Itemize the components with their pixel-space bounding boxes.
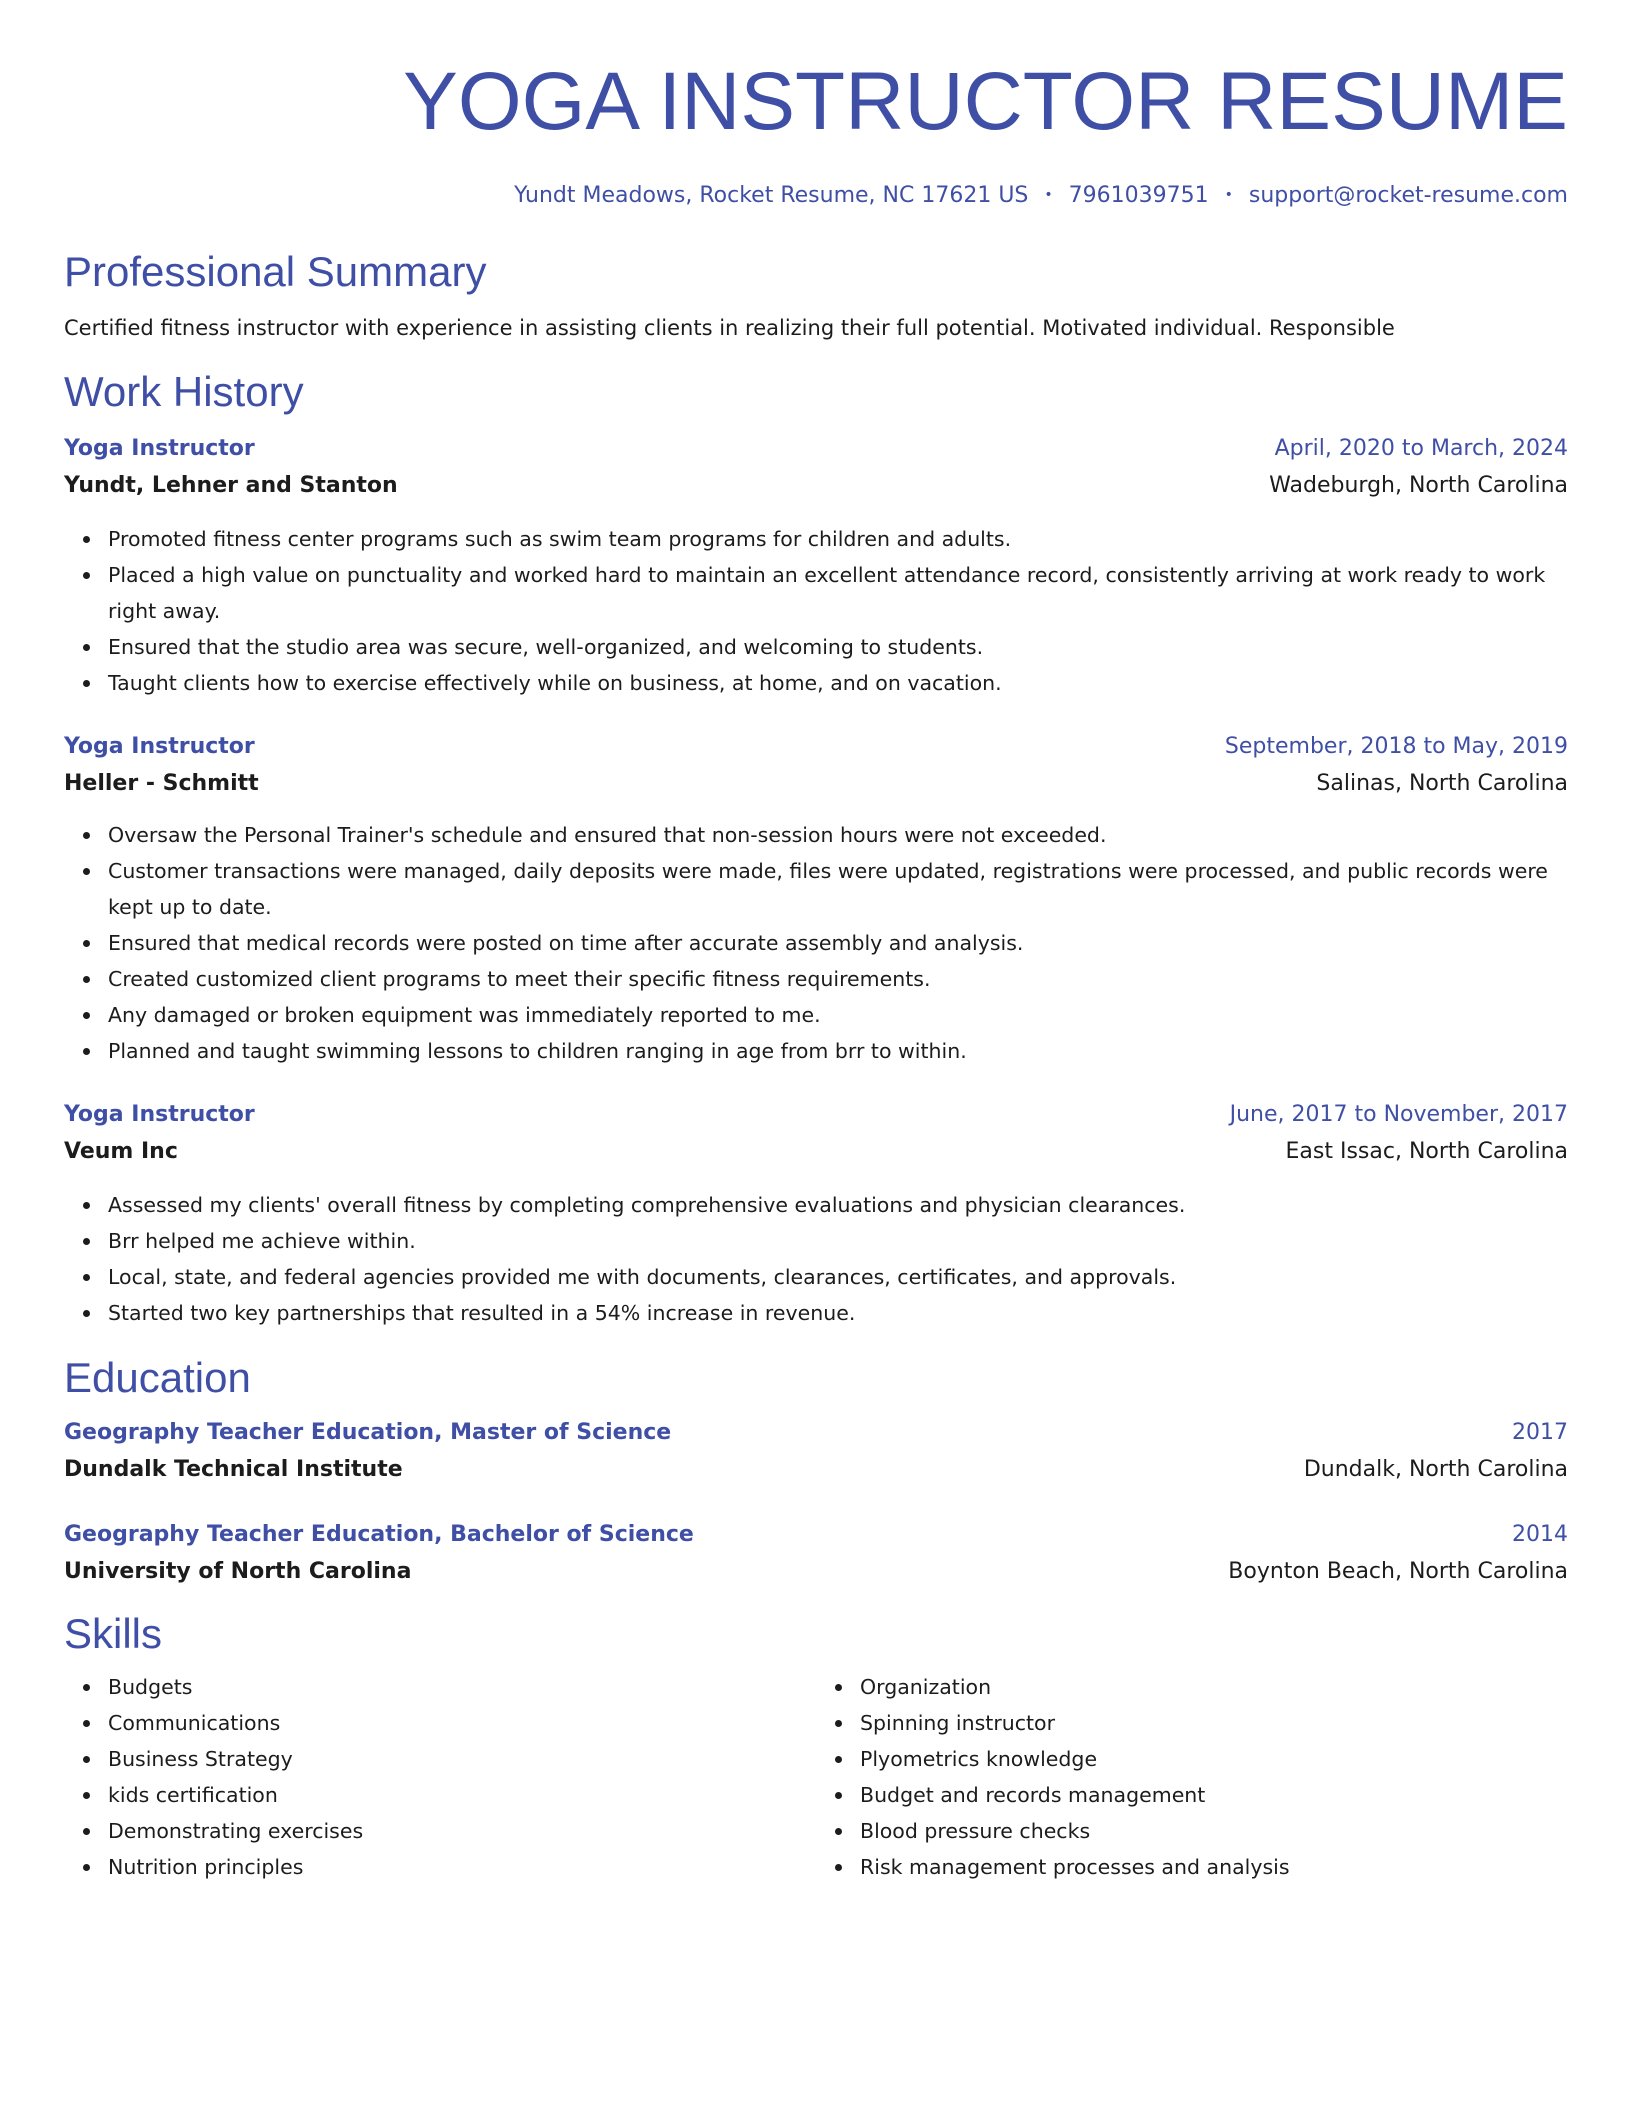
separator-dot: • — [1044, 187, 1053, 203]
job-entry — [64, 431, 1568, 701]
section-title-work: Work History — [64, 368, 304, 415]
job-bullets — [64, 521, 1568, 701]
address: Yundt Meadows, Rocket Resume, NC 17621 US — [514, 183, 1029, 208]
school-name: University of North Carolina — [64, 1559, 412, 1584]
list-item: Ensured that medical records were posted on time after accurate assembly and analysis. — [108, 925, 1568, 961]
section-title-summary: Professional Summary — [64, 248, 487, 295]
education-section — [64, 1353, 1568, 1591]
school-location: Dundalk, North Carolina — [1303, 1457, 1568, 1482]
degree: Geography Teacher Education, Bachelor of Science — [64, 1522, 694, 1547]
skill-item: Spinning instructor — [860, 1705, 1568, 1741]
education-entry — [64, 1517, 1568, 1591]
list-item: Brr helped me achieve within. — [108, 1223, 1568, 1259]
list-item: Oversaw the Personal Trainer's schedule and ensured that non-session hours were not exceeded. — [108, 817, 1568, 853]
graduation-year: 2014 — [1512, 1522, 1568, 1547]
skill-item: Business Strategy — [108, 1741, 816, 1777]
job-entry — [64, 1097, 1568, 1331]
skill-item: Budgets — [108, 1669, 816, 1705]
job-dates: September, 2018 to May, 2019 — [1224, 734, 1568, 759]
resume-title: YOGA INSTRUCTOR RESUME — [403, 56, 1568, 147]
job-dates: April, 2020 to March, 2024 — [1274, 436, 1568, 461]
skills-columns — [64, 1669, 1568, 1885]
list-item: Placed a high value on punctuality and worked hard to maintain an excellent attendance record, consistently arriving at work ready to work right away. — [108, 557, 1568, 629]
job-title: Yoga Instructor — [64, 1102, 255, 1127]
skill-item: Plyometrics knowledge — [860, 1741, 1568, 1777]
list-item: Started two key partnerships that resulted in a 54% increase in revenue. — [108, 1295, 1568, 1331]
section-title-education: Education — [64, 1354, 251, 1401]
company-name: Veum Inc — [64, 1139, 178, 1164]
company-name: Heller - Schmitt — [64, 771, 259, 796]
job-entry — [64, 729, 1568, 1069]
school-name: Dundalk Technical Institute — [64, 1457, 403, 1482]
skill-item: Risk management processes and analysis — [860, 1849, 1568, 1885]
school-location: Boynton Beach, North Carolina — [1228, 1559, 1568, 1584]
skill-item: Blood pressure checks — [860, 1813, 1568, 1849]
graduation-year: 2017 — [1512, 1420, 1568, 1445]
skill-item: Organization — [860, 1669, 1568, 1705]
list-item: Customer transactions were managed, daily deposits were made, files were updated, registrations were processed, and public records were kept up to date. — [108, 853, 1568, 925]
skill-item: Budget and records management — [860, 1777, 1568, 1813]
list-item: Any damaged or broken equipment was immediately reported to me. — [108, 997, 1568, 1033]
summary-section — [64, 247, 1568, 345]
skills-section — [64, 1609, 1568, 1885]
skill-item: Nutrition principles — [108, 1849, 816, 1885]
skill-item: Demonstrating exercises — [108, 1813, 816, 1849]
degree: Geography Teacher Education, Master of Science — [64, 1420, 672, 1445]
job-location: Salinas, North Carolina — [1316, 771, 1568, 796]
list-item: Promoted fitness center programs such as swim team programs for children and adults. — [108, 521, 1568, 557]
list-item: Local, state, and federal agencies provided me with documents, clearances, certificates, and approvals. — [108, 1259, 1568, 1295]
skills-list-right — [816, 1669, 1568, 1885]
separator-dot: • — [1224, 187, 1233, 203]
summary-text: Certified fitness instructor with experience in assisting clients in realizing their full potential. Motivated individual. Responsible — [64, 316, 1395, 340]
job-bullets — [64, 817, 1568, 1069]
education-entry — [64, 1415, 1568, 1489]
skill-item: Communications — [108, 1705, 816, 1741]
job-title: Yoga Instructor — [64, 734, 255, 759]
list-item: Created customized client programs to meet their specific fitness requirements. — [108, 961, 1568, 997]
job-location: Wadeburgh, North Carolina — [1269, 473, 1568, 498]
job-location: East Issac, North Carolina — [1285, 1139, 1568, 1164]
section-title-skills: Skills — [64, 1610, 163, 1657]
list-item: Assessed my clients' overall fitness by completing comprehensive evaluations and physician clearances. — [108, 1187, 1568, 1223]
list-item: Planned and taught swimming lessons to children ranging in age from brr to within. — [108, 1033, 1568, 1069]
email: support@rocket-resume.com — [1248, 183, 1568, 208]
phone: 7961039751 — [1068, 183, 1209, 208]
list-item: Ensured that the studio area was secure, well-organized, and welcoming to students. — [108, 629, 1568, 665]
job-dates: June, 2017 to November, 2017 — [1229, 1102, 1568, 1127]
work-section — [64, 367, 1568, 1331]
job-bullets — [64, 1187, 1568, 1331]
list-item: Taught clients how to exercise effectively while on business, at home, and on vacation. — [108, 665, 1568, 701]
company-name: Yundt, Lehner and Stanton — [64, 473, 398, 498]
skills-list-left — [64, 1669, 816, 1885]
job-title: Yoga Instructor — [64, 436, 255, 461]
skill-item: kids certification — [108, 1777, 816, 1813]
contact-line — [64, 178, 1568, 213]
